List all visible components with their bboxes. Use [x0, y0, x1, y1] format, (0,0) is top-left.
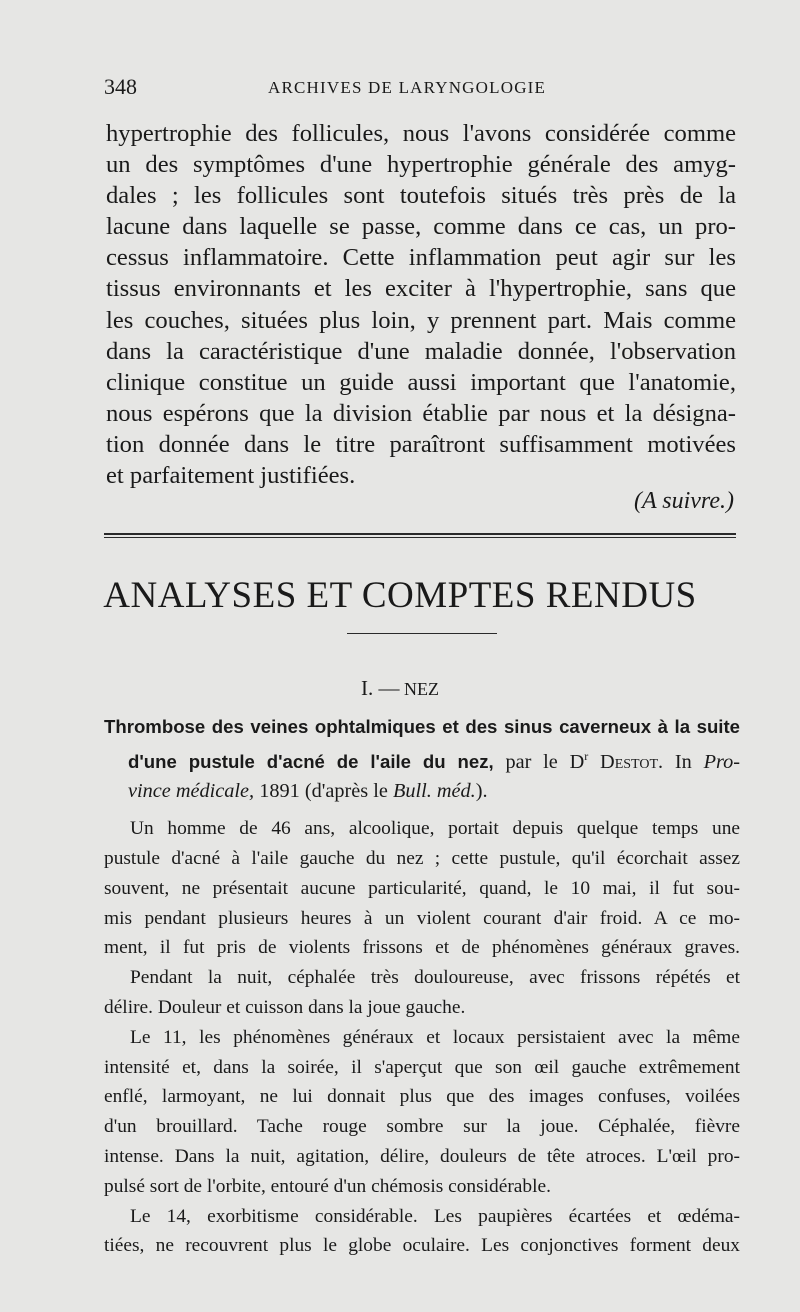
text-line: mis pendant plusieurs heures à un violent courant d'air froid. A ce mo-: [104, 907, 740, 929]
text-line: tiées, ne recouvrent plus le globe oculaire. Les conjonctives forment deux: [104, 1235, 740, 1257]
running-head: ARCHIVES DE LARYNGOLOGIE: [268, 78, 547, 97]
text-line: pustule d'acné à l'aile gauche du nez ; cette pustule, qu'il écorchait assez: [104, 848, 740, 870]
section-divider: [104, 533, 736, 535]
text-line: lacune dans laquelle se passe, comme dans ce cas, un pro-: [106, 213, 736, 241]
subsection-numeral: I. —: [361, 676, 400, 700]
text-line: tion donnée dans le titre paraîtront suffisamment motivées: [106, 430, 736, 458]
paragraph: [104, 1023, 740, 1202]
author-name: Destot: [588, 750, 658, 773]
text-line: intensité et, dans la soirée, il s'aperçut que son œil gauche extrêmement: [104, 1056, 740, 1078]
page-number: 348: [104, 74, 137, 99]
text-line: dales ; les follicules sont toutefois situés très près de la: [106, 182, 736, 210]
subsection-heading: [0, 676, 800, 701]
paragraph: [104, 963, 740, 1023]
text-line: un des symptômes d'une hypertrophie générale des amyg-: [106, 151, 736, 179]
to-be-continued: (A suivre.): [634, 488, 734, 514]
text-line: les couches, situées plus loin, y prennent part. Mais comme: [106, 306, 736, 334]
text-line: pulsé sort de l'orbite, entouré d'un chémosis considérable.: [104, 1175, 551, 1197]
text-line: nous espérons que la division établie par nous et la désigna-: [106, 399, 736, 427]
subsection-label: NEZ: [404, 679, 439, 699]
text-line: et parfaitement justifiées.: [106, 462, 356, 490]
paragraph: [104, 1202, 740, 1262]
paragraph: [104, 814, 740, 963]
citation-text: 1891 (d'après le: [254, 779, 393, 802]
source-name: Bull. méd.: [392, 779, 476, 802]
text-line: d'un brouillard. Tache rouge sombre sur la joue. Céphalée, fièvre: [104, 1116, 740, 1138]
citation-end: ).: [475, 779, 488, 802]
text-line: Pendant la nuit, céphalée très douloureuse, avec frissons répétés et: [130, 967, 740, 989]
article: [104, 712, 740, 1261]
text-line: hypertrophie des follicules, nous l'avons considérée comme: [106, 120, 736, 147]
text-line: clinique constitue un guide aussi important que l'anatomie,: [106, 368, 736, 396]
text-line: souvent, ne présentait aucune particularité, quand, le 10 mai, il fut sou-: [104, 877, 740, 899]
article-title-bold: d'une pustule d'acné de l'aile du nez,: [128, 750, 494, 772]
journal-name: vince médicale,: [128, 779, 255, 802]
article-title-line: [104, 742, 740, 777]
section-divider-thin: [104, 537, 736, 538]
text-line: Un homme de 46 ans, alcoolique, portait depuis quelque temps une: [130, 818, 740, 840]
text-line: Le 14, exorbitisme considérable. Les paupières écartées et œdéma-: [130, 1205, 740, 1227]
text-line: Le 11, les phénomènes généraux et locaux persistaient avec la même: [130, 1026, 740, 1048]
article-title-line: [104, 777, 740, 807]
continued-text: [106, 118, 736, 491]
text-line: délire. Douleur et cuisson dans la joue gauche.: [104, 997, 466, 1019]
page-header: [100, 74, 740, 104]
article-byline: . In: [658, 750, 704, 773]
text-line: cessus inflammatoire. Cette inflammation peut agir sur les: [106, 244, 736, 272]
text-line: enflé, larmoyant, ne lui donnait plus que des images confuses, voilées: [104, 1086, 740, 1108]
text-line: ment, il fut pris de violents frissons et de phénomènes généraux graves.: [104, 937, 740, 959]
text-line: tissus environnants et les exciter à l'hypertrophie, sans que: [106, 275, 736, 303]
doctor-abbrev: r: [584, 748, 589, 763]
journal-name: Pro-: [703, 750, 741, 773]
section-title: ANALYSES ET COMPTES RENDUS: [103, 575, 697, 616]
article-byline: par le D: [493, 750, 585, 773]
title-underline: [347, 633, 497, 634]
text-line: dans la caractéristique d'une maladie donnée, l'observation: [106, 337, 736, 365]
text-line: intense. Dans la nuit, agitation, délire, douleurs de tête atroces. L'œil pro-: [104, 1146, 740, 1168]
article-title-line: Thrombose des veines ophtalmiques et des sinus caverneux à la suite: [104, 716, 740, 737]
